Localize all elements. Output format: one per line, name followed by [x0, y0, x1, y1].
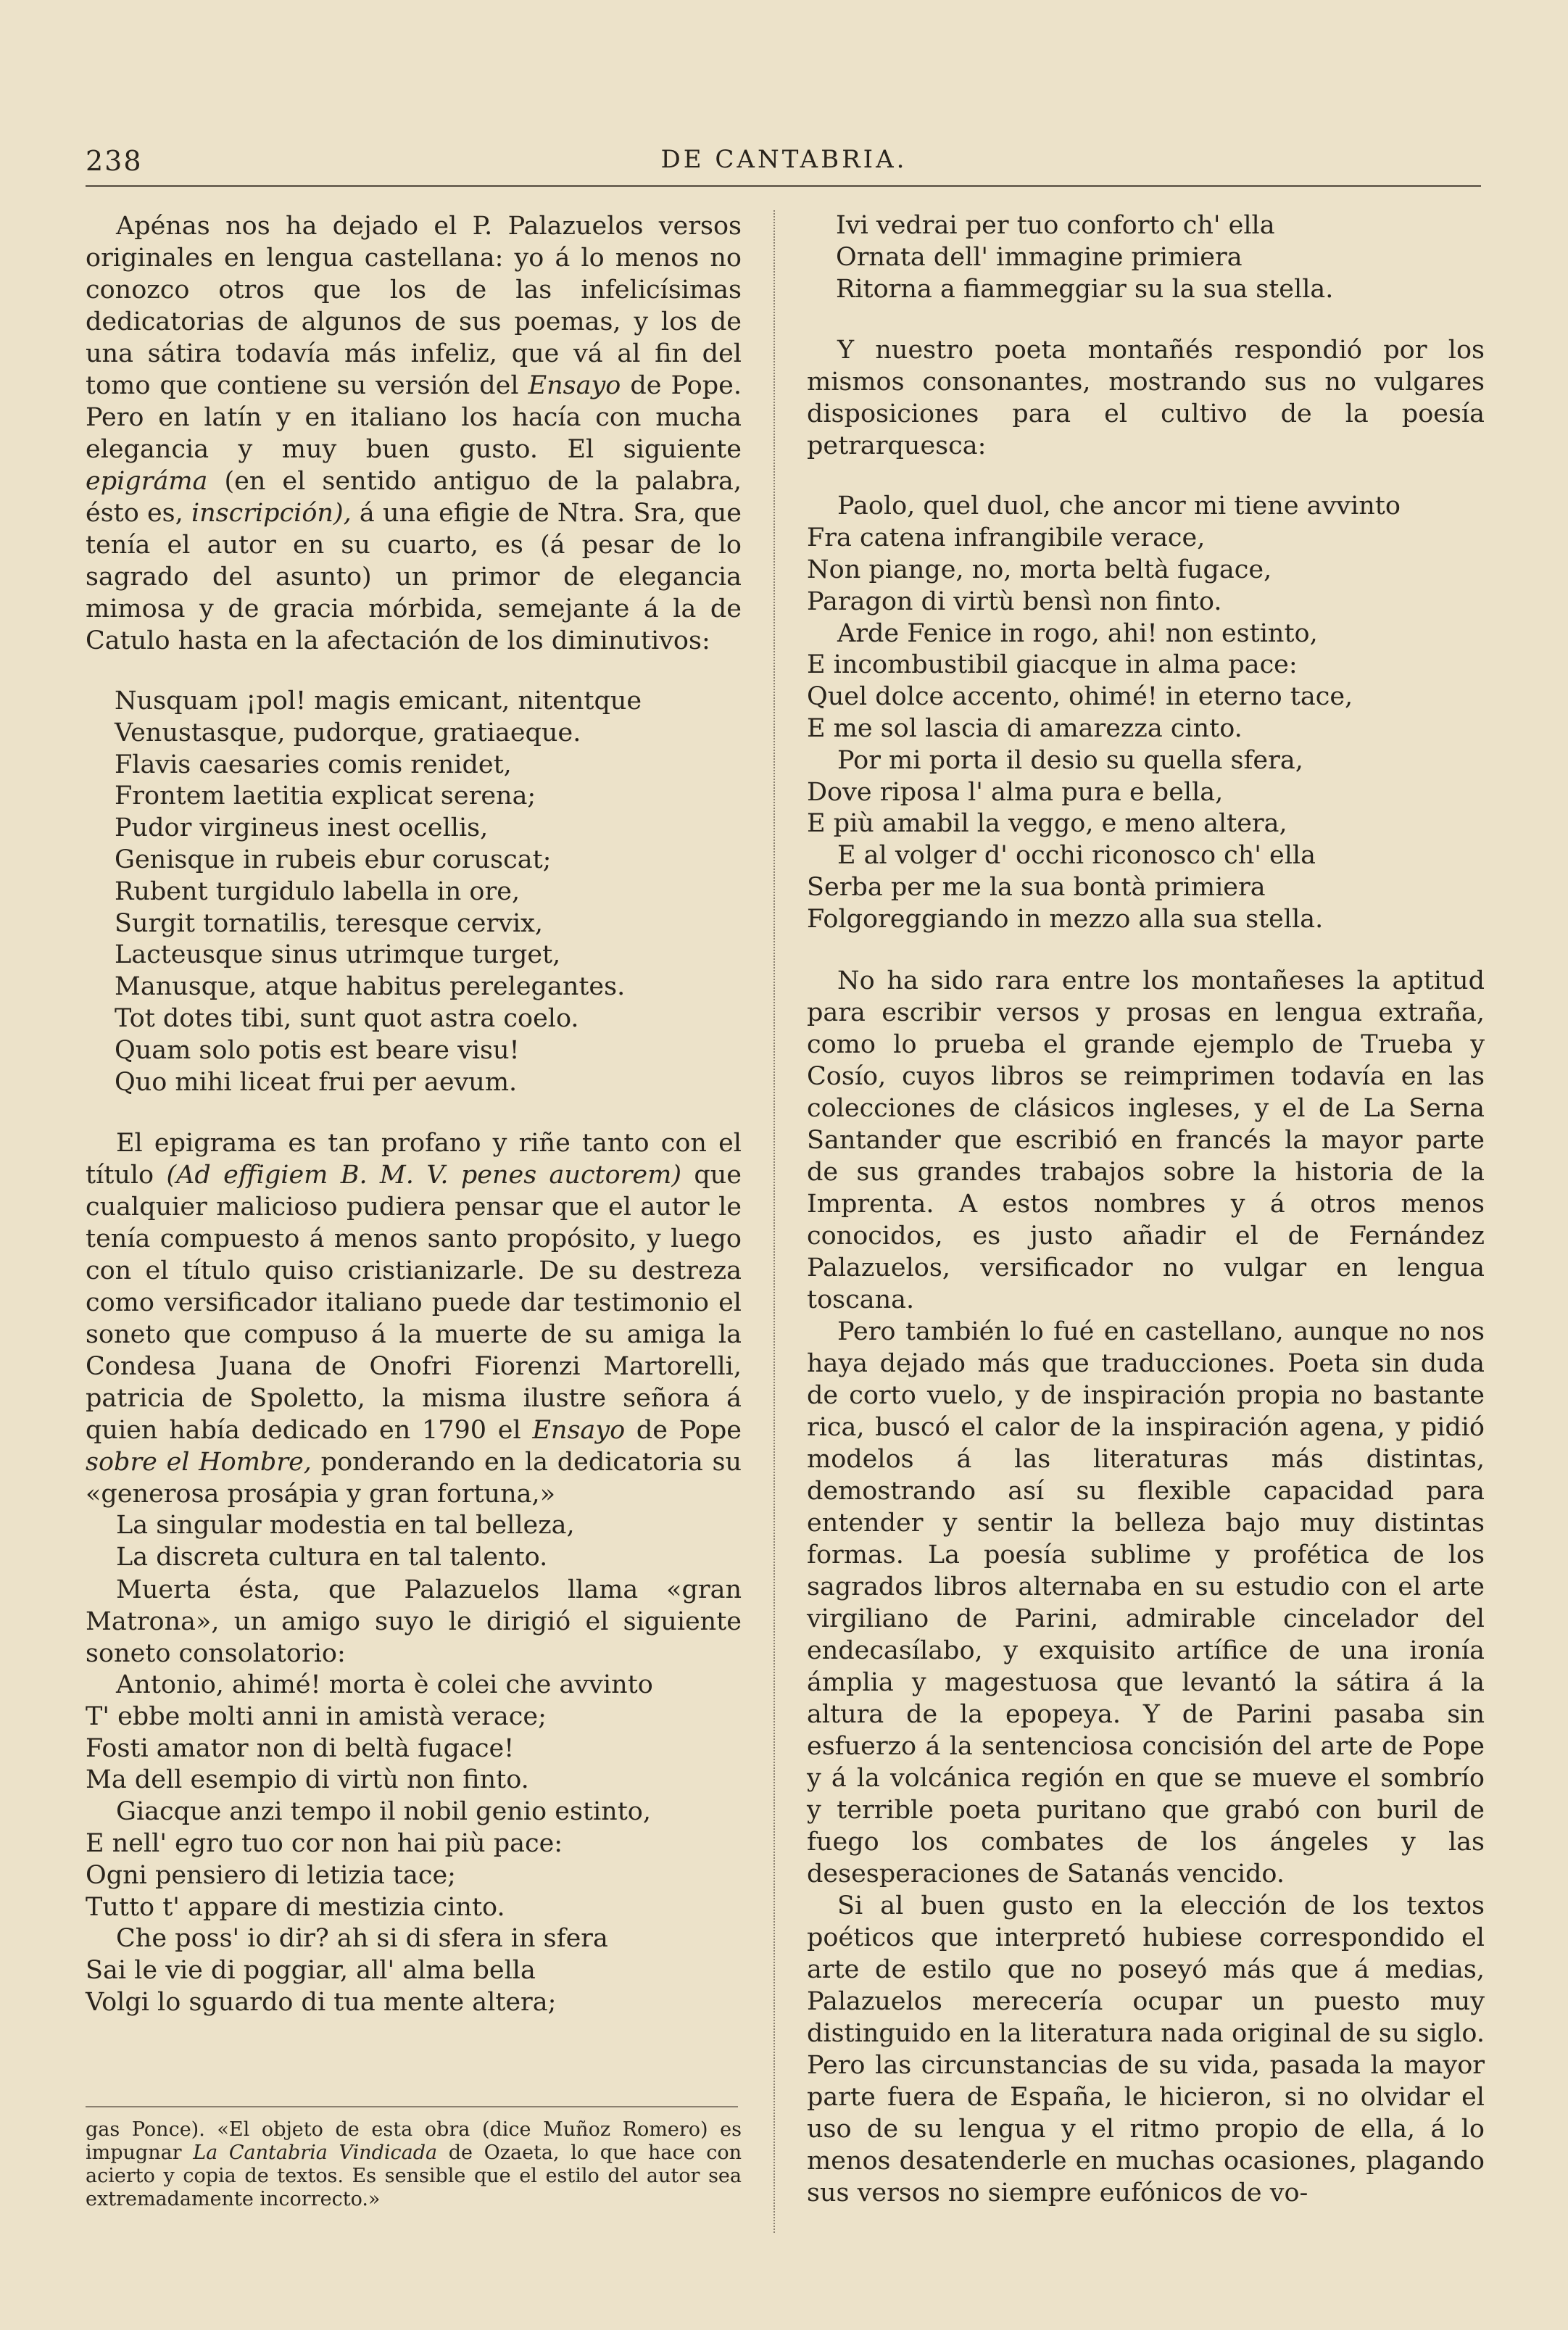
- paragraph: Y nuestro poeta montañés respondió por los mismos consonantes, mostrando sus no vulgares disposiciones para el cultivo de la poesía petrarquesca:: [807, 336, 1485, 461]
- verse-line: Frontem laetitia explicat serena;: [115, 781, 536, 811]
- italian-sonnet: [86, 1670, 742, 2019]
- verse-line: Ogni pensiero di letizia tace;: [86, 1860, 456, 1890]
- left-column: [86, 210, 742, 2019]
- verse-line: Quam solo potis est beare visu!: [115, 1035, 520, 1065]
- verse-line: E nell' egro tuo cor non hai più pace:: [86, 1828, 563, 1858]
- verse-line: La discreta cultura en tal talento.: [116, 1543, 548, 1572]
- verse-line: Rubent turgidulo labella in ore,: [115, 876, 520, 906]
- quote: [86, 1510, 742, 1574]
- verse-line: Tot dotes tibi, sunt quot astra coelo.: [115, 1003, 579, 1033]
- verse-line: Tutto t' appare di mestizia cinto.: [86, 1892, 505, 1922]
- header-rule: [86, 185, 1481, 187]
- page-header: [0, 145, 1568, 181]
- verse-line: Paolo, quel duol, che ancor mi tiene avvinto: [837, 492, 1401, 521]
- footnote: gas Ponce). «El objeto de esta obra (dice Muñoz Romero) es impugnar La Cantabria Vindicada de Ozaeta, lo que hace con acierto y copia de textos. Es sensible que el estilo del autor sea extremadamente incorrecto.»: [86, 2118, 742, 2210]
- verse-line: E al volger d' occhi riconosco ch' ella: [837, 841, 1316, 871]
- verse-line: Surgit tornatilis, teresque cervix,: [115, 908, 544, 938]
- verse-line: Antonio, ahimé! morta è colei che avvinto: [116, 1670, 653, 1699]
- verse-line: E più amabil la veggo, e meno altera,: [807, 809, 1287, 839]
- verse-line: Manusque, atque habitus perelegantes.: [115, 972, 626, 1002]
- verse-line: Paragon di virtù bensì non finto.: [807, 586, 1222, 616]
- verse-line: Ornata dell' immagine primiera: [836, 242, 1243, 272]
- verse-line: Ritorna a fiammeggiar su la sua stella.: [836, 274, 1334, 304]
- latin-poem: [86, 686, 742, 1098]
- verse-line: Serba per me la sua bontà primiera: [807, 872, 1266, 902]
- verse-line: Por mi porta il desio su quella sfera,: [837, 745, 1303, 775]
- paragraph: Apénas nos ha dejado el P. Palazuelos versos originales en lengua castellana: yo á lo menos no conozco otros que los de las infelicísimas dedicatorias de algunos de sus poemas, y los de una sátira todavía más infeliz, que vá al fin del tomo que contiene su versión del Ensayo de Pope. Pero en latín y en italiano los hacía con mucha elegancia y muy buen gusto. El siguiente epigráma (en el sentido antiguo de la palabra, ésto es, inscripción), á una efigie de Ntra. Sra, que tenía el autor en su cuarto, es (á pesar de lo sagrado del asunto) un primor de elegancia mimosa y de gracia mórbida, semejante á la de Catulo hasta en la afectación de los diminutivos:: [86, 212, 742, 655]
- verse-line: Folgoreggiando in mezzo alla sua stella.: [807, 904, 1324, 934]
- verse-line: E incombustibil giacque in alma pace:: [807, 650, 1298, 680]
- verse-line: Non piange, no, morta beltà fugace,: [807, 555, 1272, 584]
- verse-line: Flavis caesaries comis renidet,: [115, 750, 512, 779]
- column-divider: [773, 210, 775, 2233]
- verse-line: Dove riposa l' alma pura e bella,: [807, 777, 1224, 807]
- verse-line: Sai le vie di poggiar, all' alma bella: [86, 1956, 536, 1986]
- verse-line: La singular modestia en tal belleza,: [116, 1511, 575, 1541]
- verse-line: Giacque anzi tempo il nobil genio estinto,: [116, 1797, 651, 1827]
- verse-line: E me sol lascia di amarezza cinto.: [807, 713, 1243, 743]
- right-column: [807, 210, 1485, 2209]
- verse-line: Nusquam ¡pol! magis emicant, nitentque: [115, 687, 642, 716]
- verse-line: Venustasque, pudorque, gratiaeque.: [115, 718, 581, 747]
- page-number: 238: [86, 145, 143, 177]
- paragraph: Pero también lo fué en castellano, aunque no nos haya dejado más que traducciones. Poeta sin duda de corto vuelo, y de inspiración propia no bastante rica, buscó el calor de la inspiración agena, y pidió modelos á las literaturas más distintas, demostrando así su flexible capacidad para entender y sentir la belleza bajo muy distintas formas. La poesía sublime y profética de los sagrados libros alternaba en su estudio con el arte virgiliano de Parini, admirable cincelador del endecasílabo, y exquisito artífice de una ironía ámplia y magestuosa que levantó la sátira á la altura de la epopeya. Y de Parini pasaba sin esfuerzo á la sentenciosa concisión del arte de Pope y á la volcánica región en que se mueve el sombrío y terrible poeta puritano que grabó con buril de fuego los combates de los ángeles y las desesperaciones de Satanás vencido.: [807, 1317, 1485, 1889]
- verse-line: Ma dell esempio di virtù non finto.: [86, 1765, 529, 1795]
- verse-line: Ivi vedrai per tuo conforto ch' ella: [836, 211, 1275, 240]
- verse-line: Arde Fenice in rogo, ahi! non estinto,: [837, 618, 1318, 648]
- italian-sonnet-end: [807, 210, 1485, 305]
- verse-line: Quel dolce accento, ohimé! in eterno tace,: [807, 682, 1353, 712]
- verse-line: Pudor virgineus inest ocellis,: [115, 813, 489, 843]
- verse-line: Fosti amator non di beltà fugace!: [86, 1733, 515, 1763]
- response-sonnet: [807, 491, 1485, 935]
- verse-line: Che poss' io dir? ah si di sfera in sfera: [116, 1924, 608, 1954]
- running-head: DE CANTABRIA.: [660, 145, 908, 174]
- verse-line: Genisque in rubeis ebur coruscat;: [115, 845, 552, 874]
- footnote-rule: [86, 2106, 738, 2107]
- paragraph: Si al buen gusto en la elección de los textos poéticos que interpretó hubiese correspondido el arte de estilo que no poseyó más que á medias, Palazuelos merecería ocupar un puesto muy distinguido en la literatura nada original de su siglo. Pero las circunstancias de su vida, pasada la mayor parte fuera de España, le hicieron, si no olvidar el uso de su lengua y el ritmo propio de ella, á lo menos desatenderle en muchas ocasiones, plagando sus versos no siempre eufónicos de vo-: [807, 1891, 1485, 2207]
- verse-line: Volgi lo sguardo di tua mente altera;: [86, 1987, 557, 2017]
- paragraph: Muerta ésta, que Palazuelos llama «gran Matrona», un amigo suyo le dirigió el siguiente soneto consolatorio:: [86, 1575, 742, 1668]
- verse-line: T' ebbe molti anni in amistà verace;: [86, 1701, 547, 1731]
- verse-line: Quo mihi liceat frui per aevum.: [115, 1067, 518, 1097]
- paragraph: El epigrama es tan profano y riñe tanto con el título (Ad effigiem B. M. V. penes auctorem) que cualquier malicioso pudiera pensar que el autor le tenía compuesto á menos santo propósito, y luego con el título quiso cristianizarle. De su destreza como versificador italiano puede dar testimonio el soneto que compuso á la muerte de su amiga la Condesa Juana de Onofri Fiorenzi Martorelli, patricia de Spoletto, la misma ilustre señora á quien había dedicado en 1790 el Ensayo de Pope sobre el Hombre, ponderando en la dedicatoria su «generosa prosápia y gran fortuna,»: [86, 1129, 742, 1509]
- verse-line: Fra catena infrangibile verace,: [807, 523, 1206, 553]
- paragraph: No ha sido rara entre los montañeses la aptitud para escribir versos y prosas en lengua extraña, como lo prueba el grande ejemplo de Trueba y Cosío, cuyos libros se reimprimen todavía en las colecciones de clásicos ingleses, y el de La Serna Santander que escribió en francés la mayor parte de sus grandes trabajos sobre la historia de la Imprenta. A estos nombres y á otros menos conocidos, es justo añadir el de Fernández Palazuelos, versificador no vulgar en lengua toscana.: [807, 966, 1485, 1314]
- verse-line: Lacteusque sinus utrimque turget,: [115, 940, 561, 970]
